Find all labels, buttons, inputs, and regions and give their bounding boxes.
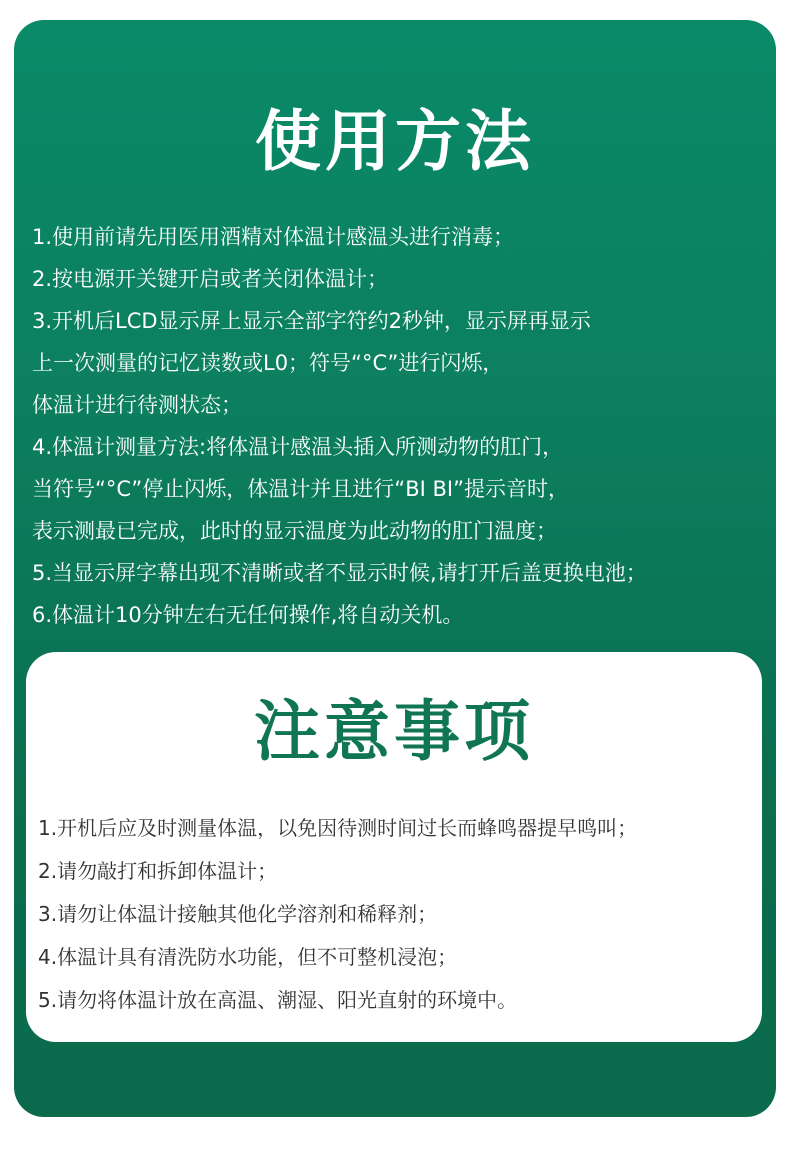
green-card: [14, 20, 776, 1117]
notice-line: 4.体温计具有清洗防水功能，但不可整机浸泡；: [38, 945, 458, 969]
usage-line: 上一次测量的记忆读数或L0；符号“°C”进行闪烁，: [32, 351, 504, 375]
usage-line: 当符号“°C”停止闪烁，体温计并且进行“BI BI”提示音时，: [32, 477, 569, 501]
usage-line: 1.使用前请先用医用酒精对体温计感温头进行消毒；: [32, 225, 515, 249]
notice-list: [38, 807, 758, 1022]
notice-line: 5.请勿将体温计放在高温、潮湿、阳光直射的环境中。: [38, 988, 518, 1012]
notice-line: 2.请勿敲打和拆卸体温计；: [38, 859, 278, 883]
notice-title: 注意事项: [254, 693, 534, 770]
usage-line: 3.开机后LCD显示屏上显示全部字符约2秒钟，显示屏再显示: [32, 309, 591, 333]
usage-title: 使用方法: [255, 103, 535, 180]
usage-line: 表示测最已完成，此时的显示温度为此动物的肛门温度；: [32, 519, 557, 543]
usage-line: 6.体温计10分钟左右无任何操作,将自动关机。: [32, 603, 464, 627]
notice-line: 1.开机后应及时测量体温，以免因待测时间过长而蜂鸣器提早鸣叫；: [38, 816, 638, 840]
notice-panel: [26, 652, 762, 1042]
notice-line: 3.请勿让体温计接触其他化学溶剂和稀释剂；: [38, 902, 438, 926]
usage-line: 5.当显示屏字幕出现不清晰或者不显示时候,请打开后盖更换电池；: [32, 561, 647, 585]
usage-line: 体温计进行待测状态；: [32, 393, 242, 417]
usage-line: 4.体温计测量方法:将体温计感温头插入所测动物的肛门，: [32, 435, 564, 459]
usage-line: 2.按电源开关键开启或者关闭体温计；: [32, 267, 389, 291]
usage-instructions-list: [32, 216, 772, 636]
